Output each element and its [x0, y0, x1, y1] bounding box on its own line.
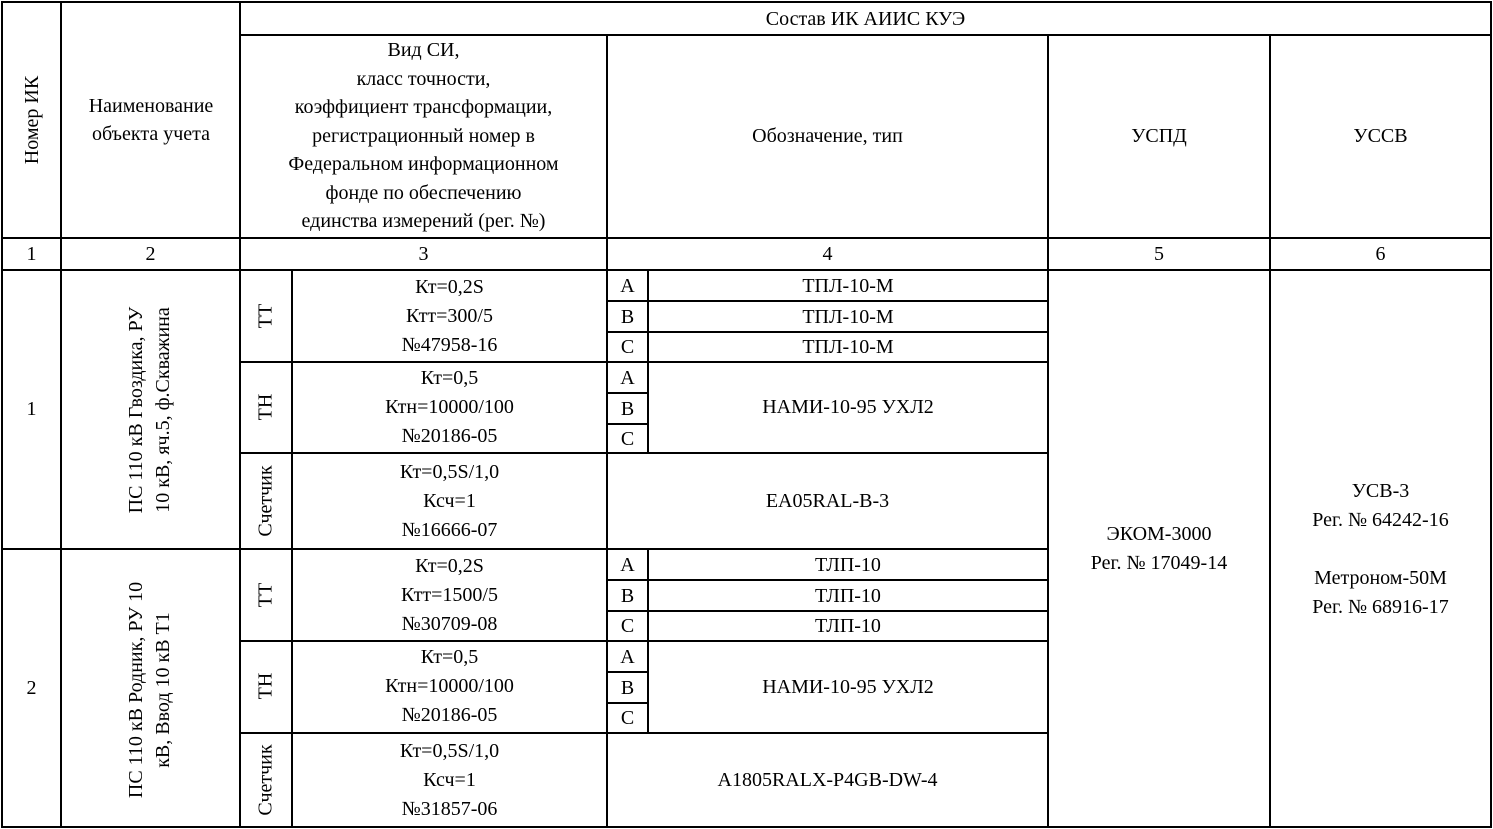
row-number: 2: [26, 676, 37, 699]
phase-model: ТЛП-10: [815, 615, 881, 637]
device-type-tt: ТТ: [254, 303, 277, 329]
spec-line: Кт=0,5: [420, 646, 479, 668]
column-number: 3: [418, 242, 429, 265]
phase-label: C: [620, 336, 635, 358]
spec-line: Кт=0,5S/1,0: [399, 461, 500, 483]
ussv-cell: [1270, 477, 1491, 622]
ussv-name-1: УСВ-3: [1351, 480, 1410, 502]
header-si-line: фонде по обеспечению: [325, 181, 522, 204]
spec-line: Ксч=1: [423, 769, 476, 791]
meter-spec: [292, 458, 607, 545]
header-designation: Обозначение, тип: [752, 125, 903, 147]
phase-model: ТПЛ-10-М: [802, 305, 894, 328]
header-composition: Состав ИК АИИС КУЭ: [765, 8, 966, 30]
spec-line: №20186-05: [401, 704, 498, 726]
uspd-name: ЭКОМ-3000: [1106, 523, 1212, 545]
phase-label: B: [620, 397, 635, 420]
phase-label: B: [620, 584, 635, 607]
meter-model: EA05RAL-B-3: [765, 489, 890, 512]
phase-label: A: [620, 366, 635, 389]
spec-line: Кт=0,2S: [415, 276, 484, 298]
header-si-line: коэффициент трансформации,: [294, 96, 553, 118]
header-ussv: УССВ: [1353, 125, 1408, 147]
phase-model: ТПЛ-10-М: [802, 336, 894, 358]
phase-model: ТЛП-10: [815, 584, 881, 607]
device-type-meter: Счетчик: [254, 465, 277, 537]
object-name-line: кВ, Ввод 10 кВ Т1: [152, 612, 174, 768]
column-number: 2: [145, 242, 156, 265]
spec-line: №47958-16: [401, 334, 498, 356]
phase-model: ТПЛ-10-М: [802, 274, 894, 297]
header-si-line: класс точности,: [356, 67, 491, 90]
ussv-name-2: Метроном-50М: [1314, 567, 1447, 589]
header-si-line: регистрационный номер в: [312, 124, 535, 147]
spec-line: №31857-06: [401, 798, 498, 820]
phase-label: C: [620, 427, 635, 450]
spec-line: Кт=0,5: [420, 367, 479, 389]
tn-model: НАМИ-10-95 УХЛ2: [762, 675, 934, 698]
spec-line: №20186-05: [401, 425, 498, 447]
object-name-line: ПС 110 кВ Гвоздика, РУ: [125, 306, 147, 514]
ussv-reg-1: Рег. № 64242-16: [1312, 509, 1449, 531]
phase-label: B: [620, 305, 635, 328]
spec-line: №16666-07: [401, 519, 498, 541]
ussv-reg-2: Рег. № 68916-17: [1312, 596, 1449, 618]
column-number: 6: [1375, 242, 1386, 265]
column-number: 4: [822, 242, 833, 265]
uspd-reg: Рег. № 17049-14: [1090, 552, 1228, 574]
phase-label: C: [620, 707, 635, 729]
header-number: Номер ИК: [21, 75, 43, 165]
spec-line: Ктт=300/5: [406, 305, 493, 327]
object-name-line: 10 кВ, яч.5, ф.Скважина: [152, 307, 174, 513]
phase-label: A: [620, 274, 635, 297]
row-object-name: [123, 275, 177, 545]
spec-line: №30709-08: [401, 613, 498, 635]
phase-model: ТЛП-10: [815, 553, 881, 576]
device-type-tt: ТТ: [254, 582, 277, 608]
phase-label: C: [620, 615, 635, 637]
row-number: 1: [26, 398, 37, 420]
spec-line: Ктт=1500/5: [401, 584, 498, 606]
meter-spec: [292, 737, 607, 824]
device-type-meter: Счетчик: [254, 744, 277, 816]
column-number: 1: [26, 242, 37, 265]
spec-line: Кт=0,2S: [415, 555, 484, 577]
row-object-name: [123, 555, 177, 825]
phase-label: B: [620, 676, 635, 699]
tn-spec: [292, 643, 607, 730]
tt-spec: [292, 273, 607, 360]
header-si-line: Федеральном информационном: [288, 153, 559, 175]
header-si-type: [240, 36, 607, 238]
spec-line: Ктн=10000/100: [385, 675, 514, 697]
tn-spec: [292, 364, 607, 451]
ussv-spacer: [1270, 535, 1491, 564]
tt-spec: [292, 552, 607, 639]
column-number: 5: [1154, 242, 1164, 265]
phase-label: A: [620, 645, 635, 668]
spec-line: Ктн=10000/100: [385, 396, 514, 418]
device-type-tn: ТН: [254, 393, 277, 421]
meter-model: A1805RALX-P4GB-DW-4: [717, 768, 938, 791]
phase-label: A: [620, 553, 635, 576]
object-name-line: ПС 110 кВ Родник, РУ 10: [125, 581, 147, 799]
tn-model: НАМИ-10-95 УХЛ2: [762, 396, 934, 418]
device-type-tn: ТН: [254, 672, 277, 700]
spec-line: Ксч=1: [423, 490, 476, 512]
header-object-name: Наименование объекта учета: [88, 95, 214, 145]
uspd-cell: [1048, 520, 1270, 578]
header-si-line: единства измерений (рег. №): [301, 210, 546, 232]
spec-line: Кт=0,5S/1,0: [399, 740, 500, 762]
header-uspd: УСПД: [1131, 125, 1187, 147]
header-si-line: Вид СИ,: [387, 39, 460, 61]
